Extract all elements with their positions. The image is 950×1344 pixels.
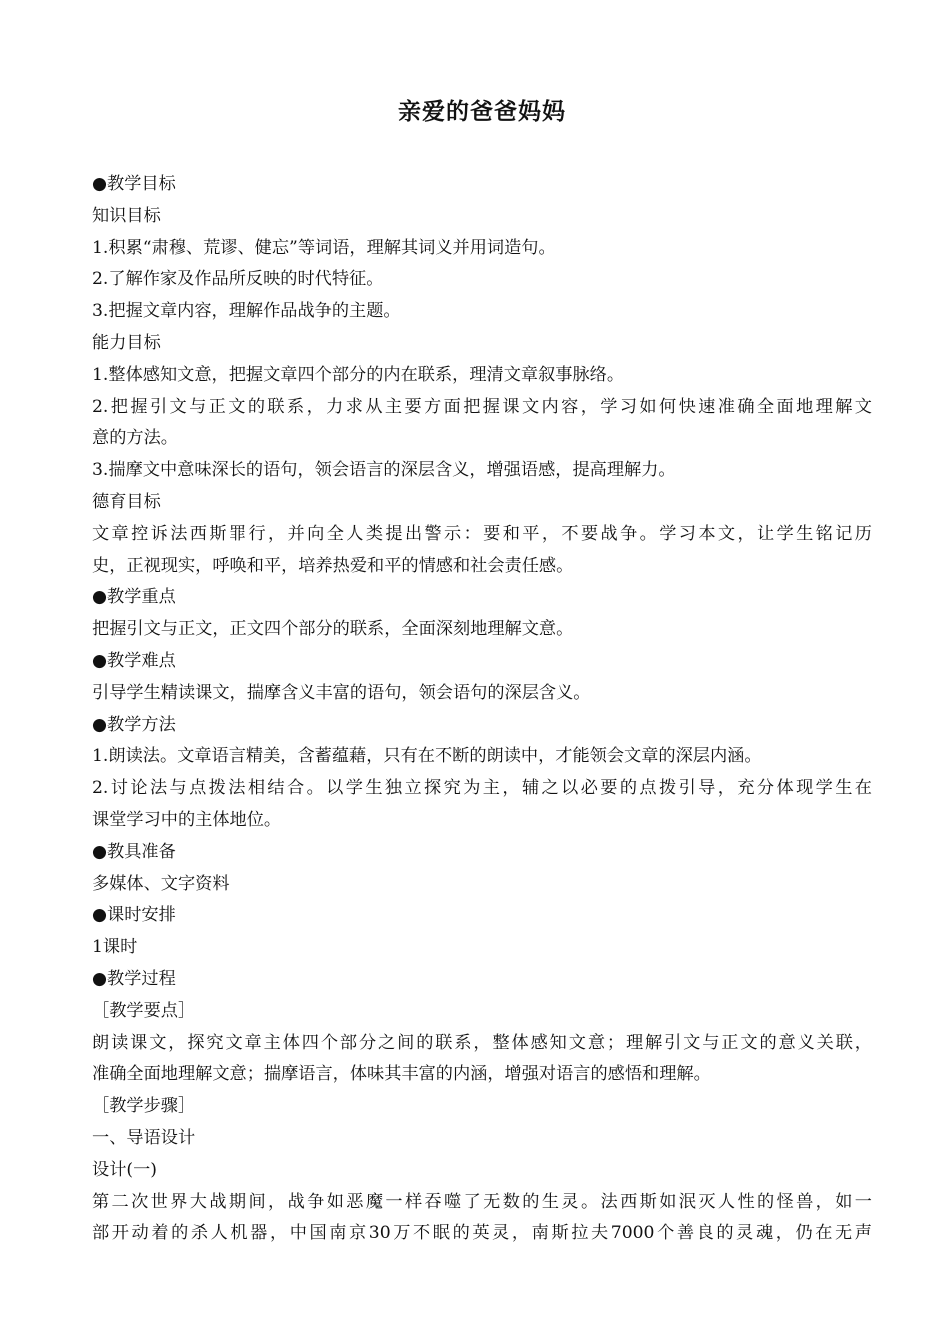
paragraph-line: 1课时 — [92, 937, 138, 958]
section-heading: ● 教学方法 — [92, 710, 872, 742]
paragraph-line: 文章控诉法西斯罪行，并向全人类提出警示：要和平，不要战争。学习本文，让学生铭记历 — [92, 523, 872, 544]
paragraph-line: ［教学要点］ — [92, 1000, 196, 1021]
document-title: 亲爱的爸爸妈妈 — [398, 99, 566, 125]
paragraph-line: 朗读课文，探究文章主体四个部分之间的联系，整体感知文意；理解引文与正文的意义关联， — [92, 1032, 872, 1053]
paragraph-line: 把握引文与正文，正文四个部分的联系，全面深刻地理解文意。 — [92, 619, 574, 640]
paragraph-line: 设计(一) — [92, 1159, 157, 1180]
section-heading: ● 教学难点 — [92, 646, 872, 678]
paragraph-line: 能力目标 — [92, 332, 161, 353]
paragraph-line: 意的方法。 — [92, 428, 178, 449]
section-heading: ● 教学重点 — [92, 582, 872, 614]
paragraph-line: 2.把握引文与正文的联系，力求从主要方面把握课文内容，学习如何快速准确全面地理解文 — [92, 396, 872, 417]
paragraph-line: 引导学生精读课文，揣摩含义丰富的语句，领会语句的深层含义。 — [92, 682, 591, 703]
section-heading: ● 教学过程 — [92, 964, 872, 996]
document-body — [92, 169, 872, 1250]
paragraph-line: 3.把握文章内容，理解作品战争的主题。 — [92, 301, 401, 322]
paragraph-line: 知识目标 — [92, 205, 161, 226]
paragraph-line: 一、导语设计 — [92, 1127, 196, 1148]
section-heading: ● 教具准备 — [92, 837, 872, 869]
paragraph-line: 1.整体感知文意，把握文章四个部分的内在联系，理清文章叙事脉络。 — [92, 364, 625, 385]
paragraph-line: 史，正视现实，呼唤和平，培养热爱和平的情感和社会责任感。 — [92, 555, 574, 576]
section-heading: ● 教学目标 — [92, 169, 872, 201]
paragraph-line: 1.积累“肃穆、荒谬、健忘”等词语，理解其词义并用词造句。 — [92, 237, 556, 258]
paragraph-line: 多媒体、文字资料 — [92, 873, 230, 894]
paragraph-line: 第二次世界大战期间，战争如恶魔一样吞噬了无数的生灵。法西斯如泯灭人性的怪兽，如一 — [92, 1191, 872, 1212]
paragraph-line: 部开动着的杀人机器，中国南京30万不眠的英灵，南斯拉夫7000个善良的灵魂，仍在无声 — [92, 1223, 872, 1244]
section-heading: ● 课时安排 — [92, 900, 872, 932]
paragraph-line: 3.揣摩文中意味深长的语句，领会语言的深层含义，增强语感，提高理解力。 — [92, 460, 676, 481]
paragraph-line: 2.讨论法与点拨法相结合。以学生独立探究为主，辅之以必要的点拨引导，充分体现学生在 — [92, 778, 872, 799]
paragraph-line: 1.朗读法。文章语言精美，含蓄蕴藉，只有在不断的朗读中，才能领会文章的深层内涵。 — [92, 746, 762, 767]
paragraph-line: 2.了解作家及作品所反映的时代特征。 — [92, 269, 384, 290]
paragraph-line: 准确全面地理解文意；揣摩语言，体味其丰富的内涵，增强对语言的感悟和理解。 — [92, 1064, 711, 1085]
paragraph-line: ［教学步骤］ — [92, 1096, 196, 1117]
paragraph-line: 德育目标 — [92, 491, 161, 512]
paragraph-line: 课堂学习中的主体地位。 — [92, 809, 282, 830]
